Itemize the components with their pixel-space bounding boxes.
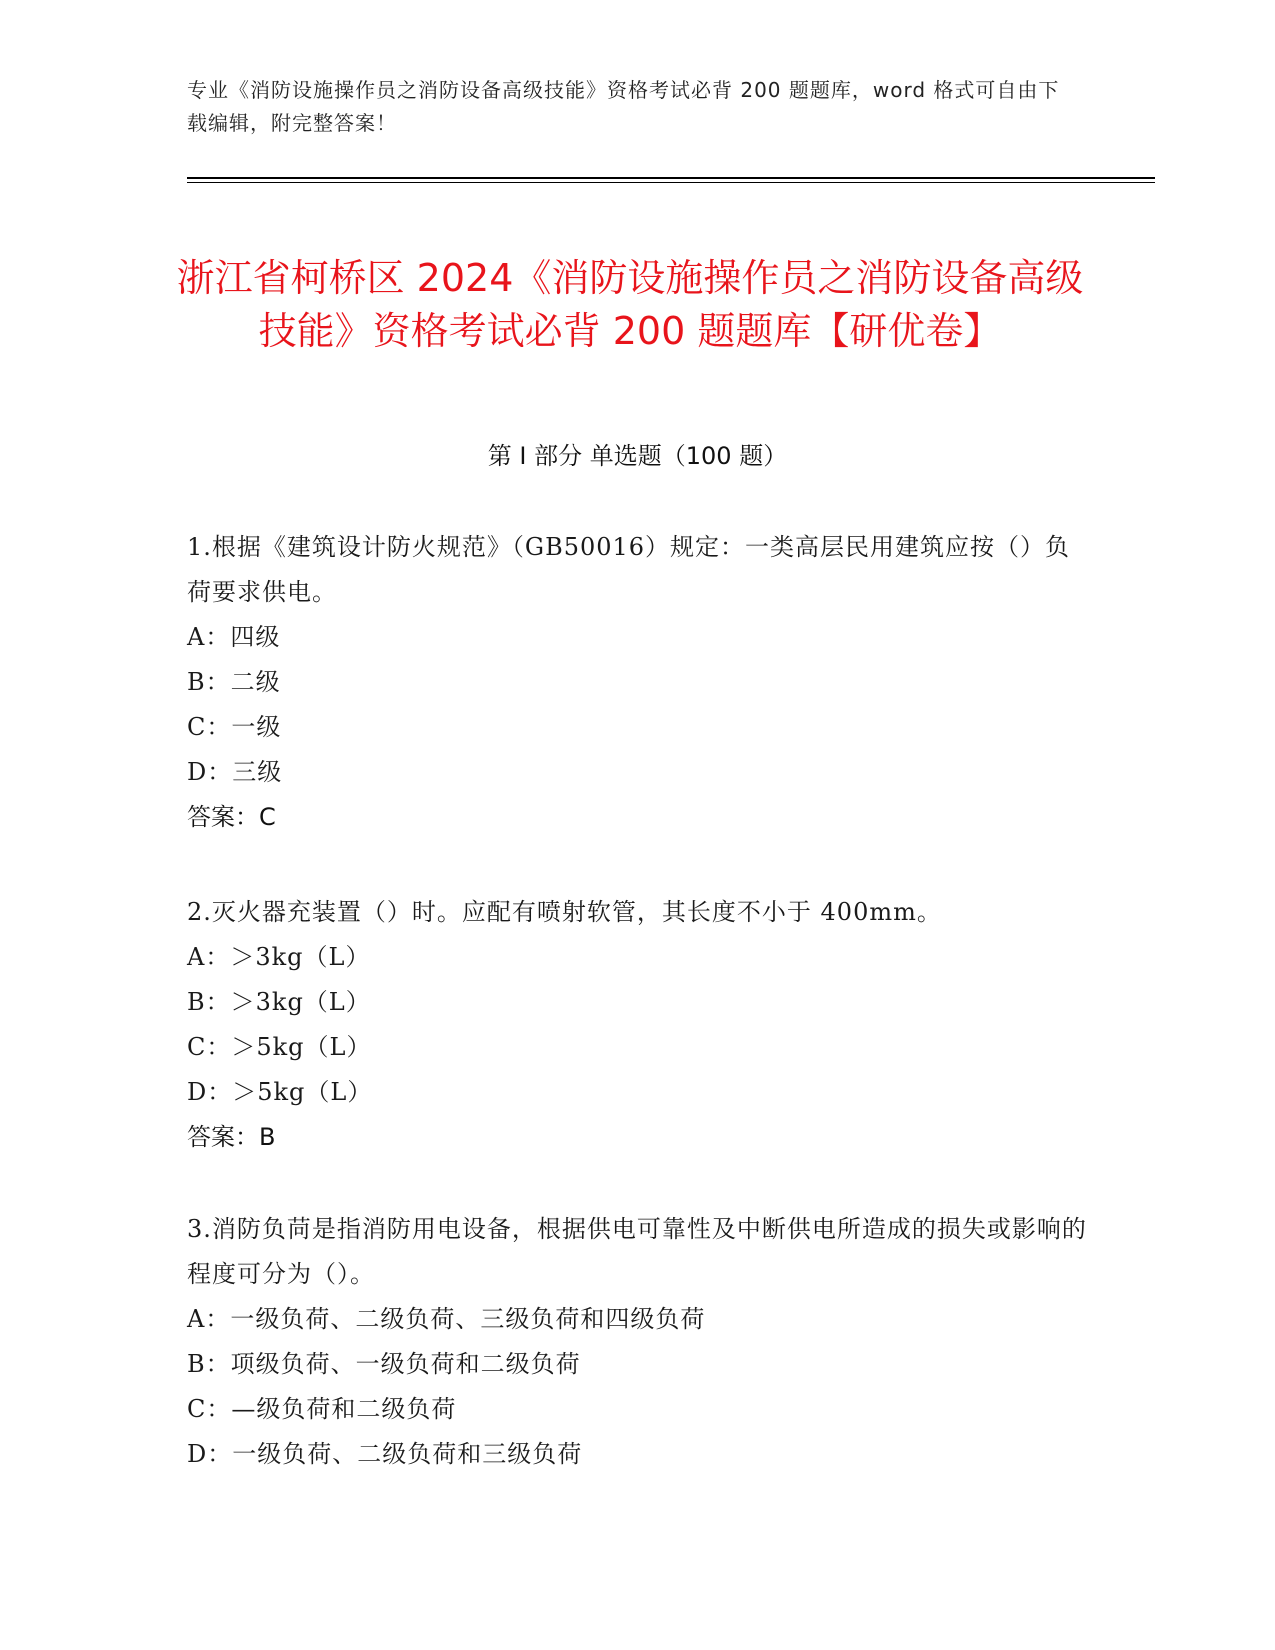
header-divider-thin: [187, 182, 1155, 183]
answer: 答案：B: [187, 1123, 276, 1151]
option-b: B：＞3kg（L）: [187, 988, 371, 1016]
question-stem: 2.灭火器充装置（）时。应配有喷射软管，其长度不小于 400mm。: [187, 898, 942, 926]
option-a: A：＞3kg（L）: [187, 943, 371, 971]
question-stem: 1.根据《建筑设计防火规范》（GB50016）规定：一类高层民用建筑应按（）负荷要求供电。: [187, 533, 1071, 606]
option-a: A：四级: [187, 623, 281, 651]
option-b: B：二级: [187, 668, 281, 696]
document-title: 浙江省柯桥区 2024《消防设施操作员之消防设备高级技能》资格考试必背 200 题题库【研优卷】: [176, 256, 1084, 354]
option-b: B：项级负荷、一级负荷和二级负荷: [187, 1350, 581, 1378]
section-heading: 第 I 部分 单选题（100 题）: [487, 442, 788, 470]
header-note: 专业《消防设施操作员之消防设备高级技能》资格考试必背 200 题题库，word 格式可自由下载编辑，附完整答案！: [187, 78, 1060, 135]
option-d: D：＞5kg（L）: [187, 1078, 373, 1106]
question-1: [187, 525, 1087, 840]
option-a: A：一级负荷、二级负荷、三级负荷和四级负荷: [187, 1305, 706, 1333]
option-d: D：一级负荷、二级负荷和三级负荷: [187, 1440, 583, 1468]
answer: 答案：C: [187, 803, 276, 831]
option-c: C：＞5kg（L）: [187, 1033, 372, 1061]
question-3: [187, 1207, 1087, 1477]
option-c: C：一级: [187, 713, 282, 741]
option-c: C：—级负荷和二级负荷: [187, 1395, 457, 1423]
question-stem: 3.消防负苘是指消防用电设备，根据供电可靠性及中断供电所造成的损失或影响的程度可分为（）。: [187, 1215, 1087, 1288]
option-d: D：三级: [187, 758, 283, 786]
header-divider-thick: [187, 177, 1155, 179]
question-2: [187, 890, 1087, 1160]
